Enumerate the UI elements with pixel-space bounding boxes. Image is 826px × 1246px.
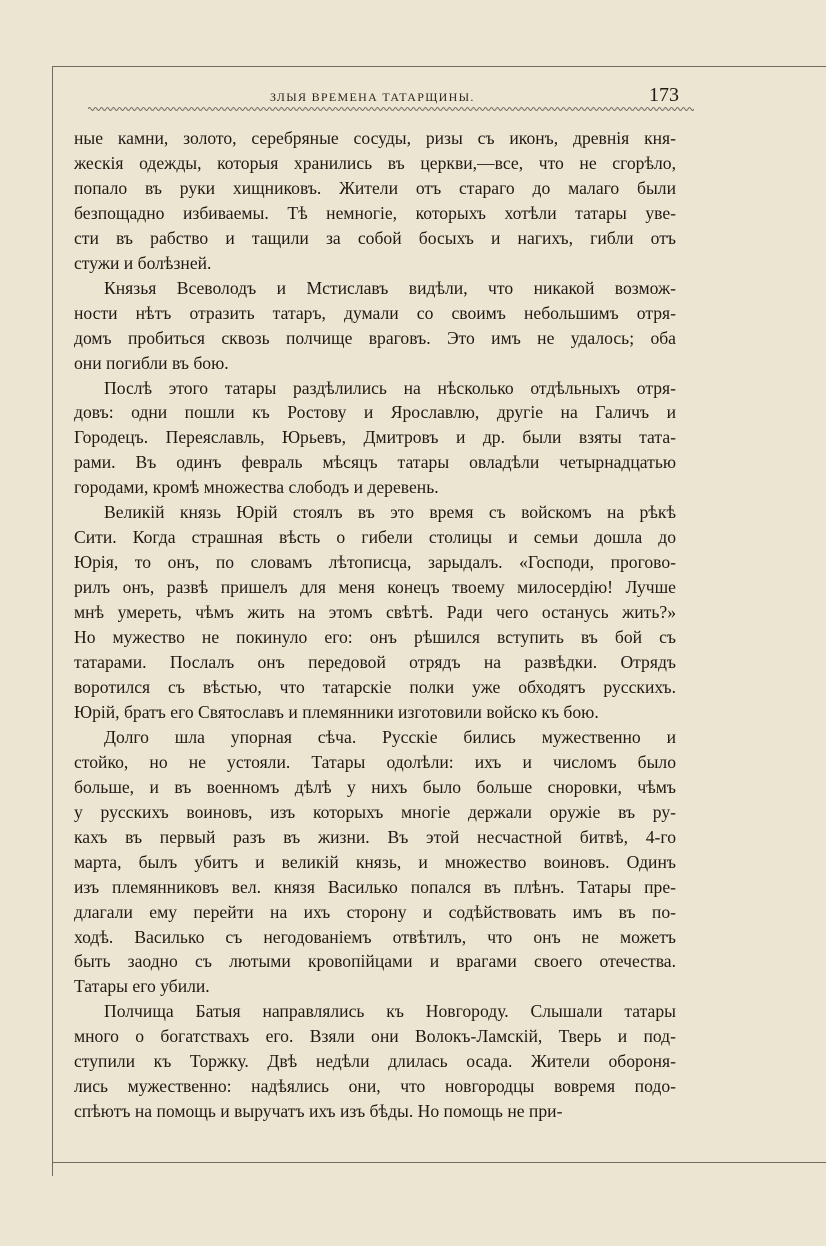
text-line: безпощадно избиваемы. Тѣ немногіе, которыхъ хотѣли татары уве- bbox=[74, 202, 676, 223]
text-line: ходѣ. Василько съ негодованіемъ отвѣтилъ, что онъ не можетъ bbox=[74, 926, 676, 947]
text-line: Послѣ этого татары раздѣлились на нѣсколько отдѣльныхъ отря- bbox=[104, 377, 676, 398]
text-line: Долго шла упорная сѣча. Русскіе бились мужественно и bbox=[104, 726, 676, 747]
text-line: рами. Въ одинъ февраль мѣсяцъ татары овладѣли четырнадцатью bbox=[74, 452, 676, 473]
text-line: лись мужественно: надѣялись они, что новгородцы вовремя подо- bbox=[74, 1076, 676, 1097]
text-line: Юрій, братъ его Святославъ и племянники изготовили войско къ бою. bbox=[74, 701, 599, 722]
body-text bbox=[74, 126, 676, 1124]
frame-left-rule bbox=[52, 66, 53, 1176]
text-line: ные камни, золото, серебряные сосуды, ризы съ иконъ, древнія кня- bbox=[74, 128, 676, 148]
text-line: мнѣ умереть, чѣмъ жить на этомъ свѣтѣ. Ради чего останусь жить?» bbox=[74, 602, 676, 623]
text-line: рилъ онъ, развѣ пришелъ для меня конецъ твоему милосердію! Лучше bbox=[74, 577, 676, 598]
text-line: довъ: одни пошли къ Ростову и Ярославлю, другіе на Галичъ и bbox=[74, 402, 676, 423]
text-line: попало въ руки хищниковъ. Жители отъ стараго до малаго были bbox=[74, 177, 676, 198]
text-line: ступили къ Торжку. Двѣ недѣли длилась осада. Жители обороня- bbox=[74, 1051, 676, 1072]
text-line: Юрія, то онъ, по словамъ лѣтописца, зарыдалъ. «Господи, прогово- bbox=[74, 552, 676, 573]
text-line: больше, и въ военномъ дѣлѣ у нихъ было больше сноровки, чѣмъ bbox=[74, 776, 676, 797]
text-line: много о богатствахъ его. Взяли они Волокъ-Ламскій, Тверь и под- bbox=[74, 1026, 676, 1047]
text-line: изъ племянниковъ вел. князя Василько попался въ плѣнъ. Татары пре- bbox=[74, 876, 676, 897]
text-line: Великій князь Юрій стоялъ въ это время съ войскомъ на рѣкѣ bbox=[104, 502, 676, 523]
text-line: ности нѣтъ отразить татаръ, думали со своимъ небольшимъ отря- bbox=[74, 302, 676, 323]
text-line: домъ пробиться сквозь полчище враговъ. Это имъ не удалось; оба bbox=[74, 327, 676, 348]
text-line: у русскихъ воиновъ, изъ которыхъ многіе держали оружіе въ ру- bbox=[74, 801, 676, 822]
text-line: они погибли въ бою. bbox=[74, 352, 229, 373]
text-line: спѣютъ на помощь и выручатъ ихъ изъ бѣды. Но помощь не при- bbox=[74, 1101, 563, 1122]
text-line: Татары его убили. bbox=[74, 976, 210, 997]
text-line: длагали ему перейти на ихъ сторону и содѣйствовать имъ въ по- bbox=[74, 901, 676, 922]
text-line: стойко, но не устояли. Татары одолѣли: ихъ и числомъ было bbox=[74, 751, 676, 772]
text-line: Полчища Батыя направлялись къ Новгороду. Слышали татары bbox=[104, 1001, 676, 1022]
text-line: быть заодно съ лютыми кровопійцами и врагами своего отечества. bbox=[74, 951, 676, 972]
text-line: воротился съ вѣстью, что татарскіе полки уже обходятъ русскихъ. bbox=[74, 676, 676, 697]
text-line: марта, былъ убитъ и великій князь, и множество воиновъ. Одинъ bbox=[74, 851, 676, 872]
text-line: городами, кромѣ множества слободъ и деревень. bbox=[74, 477, 439, 498]
text-line: татарами. Послалъ онъ передовой отрядъ на развѣдки. Отрядъ bbox=[74, 652, 676, 673]
running-title: ЗЛЫЯ ВРЕМЕНА ТАТАРЩИНЫ. bbox=[270, 90, 475, 104]
decorative-wavy-rule bbox=[88, 104, 694, 114]
text-line: Городецъ. Переяславль, Юрьевъ, Дмитровъ и др. были взяты тата- bbox=[74, 427, 676, 448]
text-line: Князья Всеволодъ и Мстиславъ видѣли, что никакой возмож- bbox=[104, 277, 676, 298]
page-number: 173 bbox=[649, 84, 679, 106]
text-line: Сити. Когда страшная вѣсть о гибели столицы и семьи дошла до bbox=[74, 527, 676, 548]
text-line: сти въ рабство и тащили за собой босыхъ и нагихъ, гибли отъ bbox=[74, 227, 676, 248]
text-line: стужи и болѣзней. bbox=[74, 252, 212, 273]
frame-bottom-rule bbox=[52, 1162, 826, 1163]
text-line: Но мужество не покинуло его: онъ рѣшился вступить въ бой съ bbox=[74, 627, 676, 648]
text-line: кахъ въ первый разъ въ жизни. Въ этой несчастной битвѣ, 4-го bbox=[74, 826, 676, 847]
text-line: жескія одежды, которыя хранились въ церкви,—все, что не сгорѣло, bbox=[74, 152, 676, 173]
frame-top-rule bbox=[52, 66, 826, 67]
